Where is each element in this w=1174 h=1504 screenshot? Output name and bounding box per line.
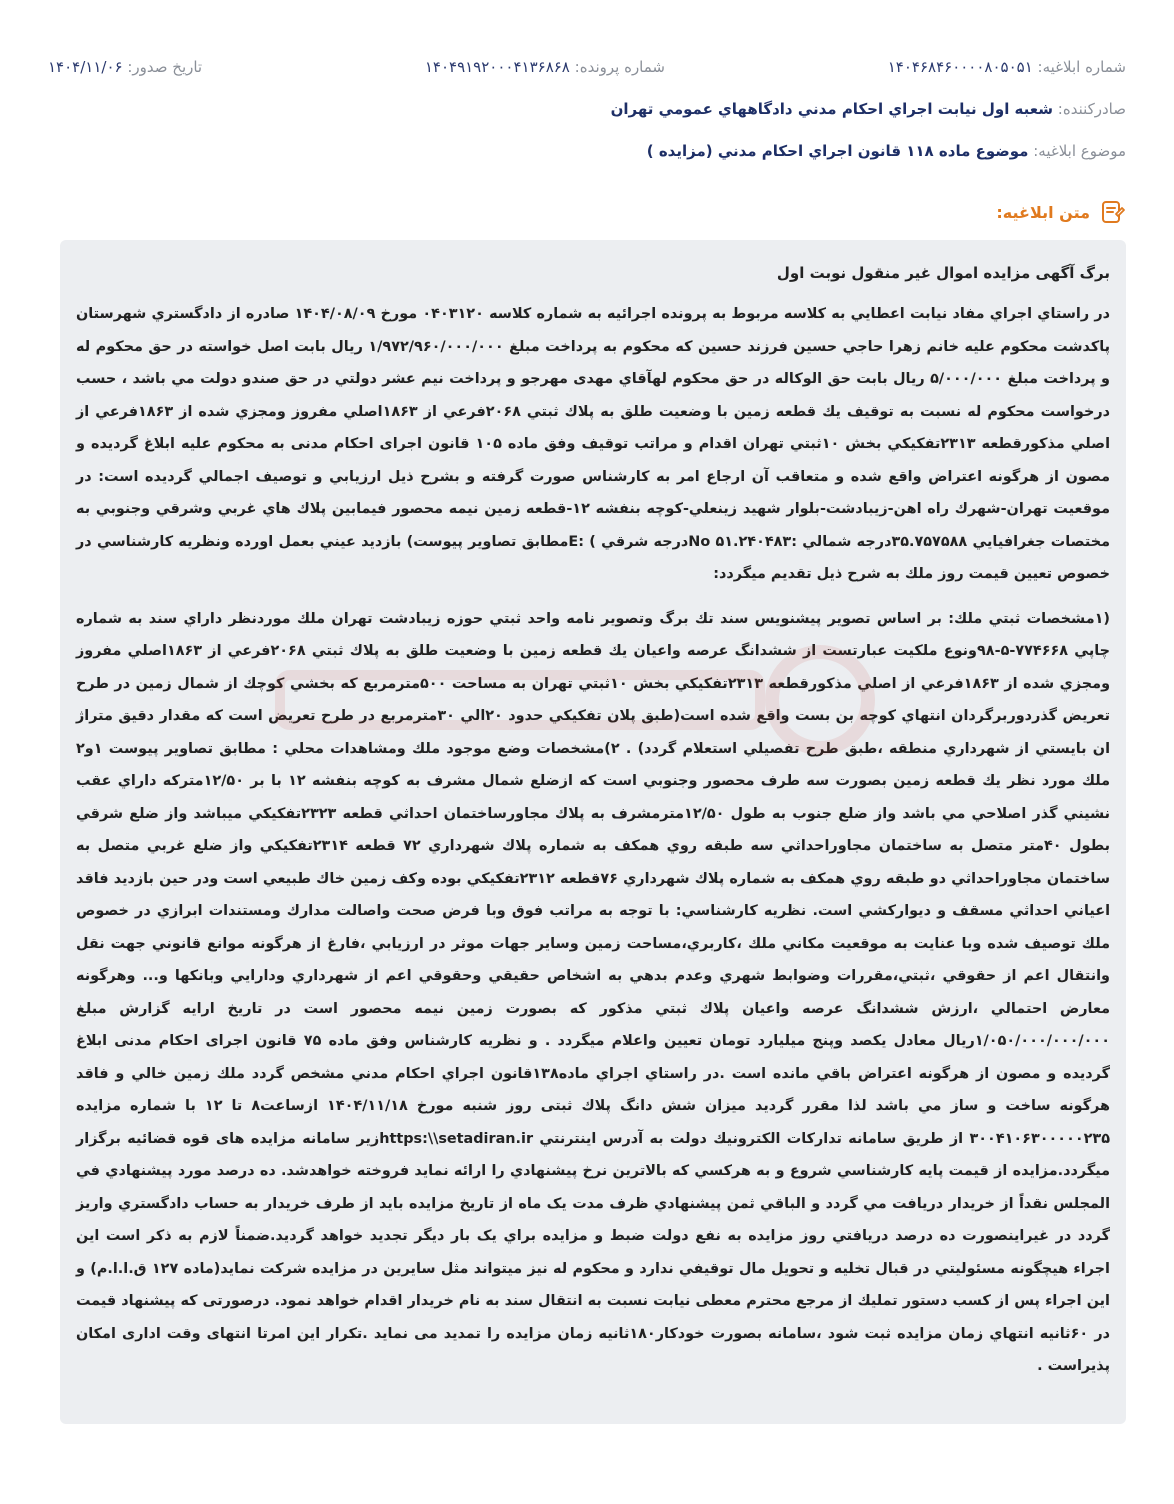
issuer	[48, 84, 1126, 126]
meta-row	[48, 50, 1126, 84]
document-note-icon	[1098, 198, 1126, 226]
notice-paragraph-1: در راستاي اجراي مفاد نيابت اعطايي به كلاسه مربوط به پرونده اجرائيه به شماره كلاسه ۰۴۰۳۱۲۰ مورخ ۱۴۰۴/۰۸/۰۹ صادره از دادگستري شهرستان پاكدشت محكوم عليه خانم زهرا حاجي حسين فرزند حسين كه محكوم به پرداخت مبلغ ۱/۹۷۲/۹۶۰/۰۰۰/۰۰۰ ريال بابت اصل خواسته در حق محكوم له و پرداخت مبلغ ۵/۰۰۰/۰۰۰ ريال بابت حق الوكاله در حق محكوم لهآقاي مهدى مهرجو و پرداخت نيم عشر دولتي در حق صندو دولت مي باشد ، حسب درخواست محكوم له نسبت به توقيف يك قطعه زمين با وضعيت طلق به پلاك ثبتي ۲۰۶۸فرعي از ۱۸۶۳اصلي مفروز ومجزي شده از ۱۸۶۳فرعي از اصلي مذكورقطعه ۲۳۱۳تفكيكي بخش ۱۰ثبتي تهران اقدام و مراتب توقيف وفق ماده ۱۰۵ قانون اجراى احكام مدنى به محكوم عليه ابلاغ گرديده و مصون از هرگونه اعتراض واقع شده و متعاقب آن ارجاع امر به كارشناس صورت گرفته و بشرح ذيل ارزيابي و توصيف اجمالي گرديده است: در موقعيت تهران-شهرك راه اهن-زيبادشت-بلوار شهيد زينعلي-كوچه بنفشه ۱۲-قطعه زمين نيمه محصور فيمابين پلاك هاي غربي وشرقي وجنوبي به مختصات جغرافيايي ۳۵.۷۵۷۵۸۸درجه شمالي :No ۵۱.۲۴۰۴۸۳درجه شرقي ) :Eمطابق تصاوير پيوست) بازديد عيني بعمل اورده ونظريه كارشناسي در خصوص تعيين قيمت روز ملك به شرح ذيل تقديم ميگردد:	[76, 306, 1111, 582]
subject-value: موضوع ماده ۱۱۸ قانون اجراي احكام مدني (مزايده )	[646, 142, 1029, 160]
notice-text-title: متن ابلاغیه:	[996, 202, 1090, 222]
case-number-value: ۱۴۰۴۹۱۹۲۰۰۰۴۱۳۶۸۶۸	[424, 58, 570, 76]
notice-text-box	[60, 240, 1126, 1424]
issue-date-label: تاریخ صدور:	[127, 58, 203, 76]
notice-paragraph-2: (۱مشخصات ثبتي ملك: بر اساس تصوير پيشنويس سند تك برگ وتصوير نامه واحد ثبتي حوزه زيبادشت تهران ملك موردنظر داراي سند به شماره چاپي ۷۷۴۶۶۸-۵-۹۸ونوع ملكيت عبارتست از ششدانگ عرصه واعيان يك قطعه زمين با وضعيت طلق به پلاك ثبتي ۲۰۶۸فرعي از ۱۸۶۳اصلي مفروز ومجزي شده از ۱۸۶۳فرعي از اصلي مذكورقطعه ۲۳۱۳تفكيكي بخش ۱۰ثبتي تهران به مساحت ۵۰۰مترمربع كه بخشي كوچك از شمال زمين در طرح تعريض گذردوربرگردان انتهاي كوچه بن بست واقع شده است(طبق پلان تفكيكي حدود ۲۰الي ۳۰مترمربع در طرح تعريض است كه مقدار دقيق متراژ ان بايستي از شهرداري منطقه ،طبق طرح تفصيلي استعلام گردد) . ۲)مشخصات وضع موجود ملك ومشاهدات محلي : مطابق تصاوير پيوست ۱و۲ ملك مورد نظر يك قطعه زمين بصورت سه طرف محصور وجنوبي است كه ازضلع شمال مشرف به كوچه بنفشه ۱۲ با بر ۱۲/۵۰متركه داراي عقب نشيني گذر اصلاحي مي باشد واز ضلع جنوب به طول ۱۲/۵۰مترمشرف به پلاك مجاورساختمان احداثي قطعه ۲۳۲۳تفكيكي ميباشد واز ضلع شرقي بطول ۴۰متر متصل به ساختمان مجاوراحداثي سه طبقه روي همكف به شماره پلاك شهرداري ۷۲ قطعه ۲۳۱۴تفكيكي واز ضلع غربي متصل به ساختمان مجاوراحداثي دو طبقه روي همكف به شماره پلاك شهرداري ۷۶قطعه ۲۳۱۲تفكيكي بوده وكف زمين خاك طبيعي است ودر حين بازديد فاقد اعياني احداثي مسقف و ديواركشي است. نظريه كارشناسي: با توجه به مراتب فوق وبا فرض صحت واصالت مدارك ومستندات ابرازي در خصوص ملك توصيف شده وبا عنايت به موقعيت مكاني ملك ،كاربري،مساحت زمين وساير جهات موثر در ارزيابي ،فارغ از هرگونه موانع قانوني جهت نقل وانتقال اعم از حقوقي ،ثبتي،مقررات وضوابط شهري وعدم بدهي به اشخاص حقيقي وحقوقي اعم از شهرداري ودارايي وبانكها و... وهرگونه معارض احتمالي ،ارزش ششدانگ عرصه واعيان پلاك ثبتي مذكور كه بصورت زمين نيمه محصور است در تاريخ ارايه گزارش مبلغ ۱/۰۵۰/۰۰۰/۰۰۰/۰۰۰ريال معادل يكصد وپنج ميليارد تومان تعيين واعلام ميگردد . و نظريه كارشناس وفق ماده ۷۵ قانون اجرای احكام مدنی ابلاغ گرديده و مصون از هرگونه اعتراض باقي مانده است .در راستاي اجراي ماده۱۳۸قانون اجراي احكام مدني مشخص گردد ملك زمين خالي و فاقد هرگونه ساخت و ساز مي باشد لذا مقرر گرديد ميزان شش دانگ پلاك ثبتی روز شنبه مورخ ۱۴۰۴/۱۱/۱۸ ازساعت۸ تا ۱۲ با شماره مزایده ۳۰۰۴۱۰۶۳۰۰۰۰۰۲۳۵ از طريق سامانه تداركات الكترونيك دولت به آدرس اينترنتي https:\\setadiran.irزير سامانه مزایده های قوه قضائیه برگزار ميگردد.مزايده از قيمت پايه كارشناسي شروع و به هركسي كه بالاترين نرخ پيشنهادي را ارائه نمايد فروخته خواهدشد. ده درصد مورد پيشنهادي في المجلس نقداً از خريدار دريافت مي گردد و الباقي ثمن پيشنهادي ظرف مدت يک ماه از تاريخ مزايده بايد از طرف خريدار به حساب دادگستري واريز گردد در غيراينصورت ده درصد دريافتي روز مزايده به نفع دولت ضبط و مزايده براي يک بار ديگر تجديد خواهد گرديد.ضمناً لازم به ذكر است اين اجراء هيچگونه مسئوليتي در قبال تخليه و تحويل مال توقيفي ندارد و محكوم له نيز ميتواند مثل سايرين در مزايده شركت نمايد(ماده ۱۲۷ ق.ا.ا.م) و اين اجراء پس از كسب دستور تمليك از مرجع محترم معطی نيابت نسبت به انتقال سند به نام خريدار اقدام خواهد نمود. درصورتی كه پيشنهاد قيمت در ۶۰ثانيه انتهاي زمان مزايده ثبت شود ،سامانه بصورت خودكار۱۸۰ثانيه زمان مزايده را تمديد می نمايد .تكرار اين امرتا انتهای وقت اداری امكان پذيراست .	[76, 610, 1111, 1374]
issuer-label: صادرکننده:	[1057, 100, 1126, 118]
case-number	[425, 50, 665, 84]
notice-number-label: شماره ابلاغيه:	[1037, 58, 1126, 76]
document-title: برگ آگهی مزایده اموال غیر منقول نوبت اول	[776, 264, 1110, 282]
notice-number	[888, 50, 1126, 84]
notice-number-value: ۱۴۰۴۶۸۴۶۰۰۰۰۸۰۵۰۵۱	[887, 58, 1033, 76]
subject	[48, 126, 1126, 168]
issue-date	[48, 50, 202, 84]
subject-label: موضوع ابلاغیه:	[1033, 142, 1126, 160]
case-number-label: شماره پرونده:	[574, 58, 665, 76]
notice-text-heading	[996, 198, 1126, 226]
issue-date-value: ۱۴۰۴/۱۱/۰۶	[48, 58, 123, 76]
notice-header	[48, 50, 1126, 168]
issuer-value: شعبه اول نيابت اجراي احكام مدني دادگاههاي عمومي تهران	[610, 100, 1053, 118]
